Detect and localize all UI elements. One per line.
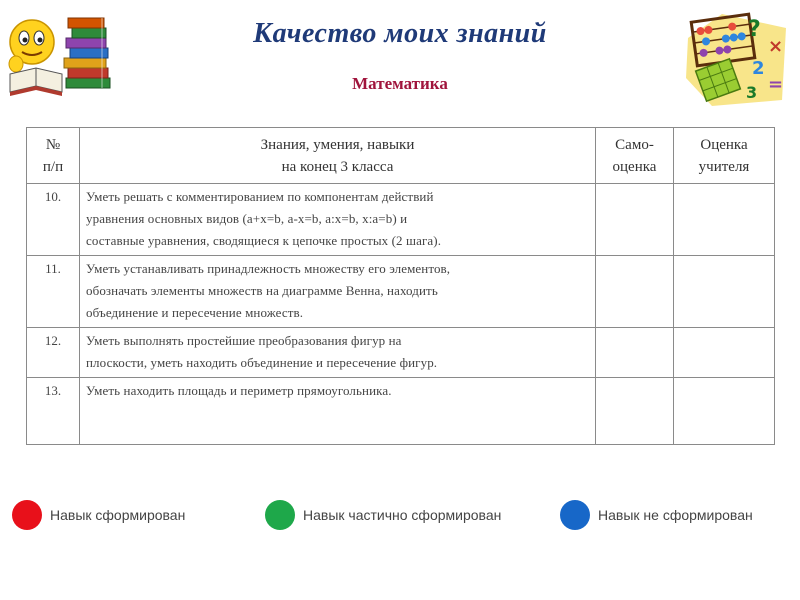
- svg-text:3: 3: [746, 83, 758, 102]
- header-teacher-grade: Оценка учителя: [674, 128, 775, 184]
- table-row: [27, 378, 775, 445]
- red-circle-icon: [12, 500, 42, 530]
- table-row: [27, 184, 775, 256]
- row-number: 10.: [27, 184, 80, 256]
- subject-title: Математика: [352, 74, 448, 93]
- legend-formed: [12, 500, 185, 530]
- skill-description: Уметь находить площадь и периметр прямоугольника.: [80, 378, 596, 445]
- skill-description: Уметь выполнять простейшие преобразования фигур на плоскости, уметь находить объединение и пересечение фигур.: [80, 328, 596, 378]
- legend-label: Навык не сформирован: [598, 507, 753, 523]
- skills-table: [26, 127, 775, 445]
- table-header-row: [27, 128, 775, 184]
- legend-not-formed: [560, 500, 753, 530]
- teacher-grade-cell[interactable]: [674, 184, 775, 256]
- header-self-assessment: Само- оценка: [596, 128, 674, 184]
- header-skills: Знания, умения, навыки на конец 3 класса: [80, 128, 596, 184]
- header-number: № п/п: [27, 128, 80, 184]
- self-assessment-cell[interactable]: [596, 256, 674, 328]
- self-assessment-cell[interactable]: [596, 184, 674, 256]
- skill-description: Уметь устанавливать принадлежность множеству его элементов, обозначать элементы множеств на диаграмме Венна, находить объединение и пересечение множеств.: [80, 256, 596, 328]
- legend-label: Навык частично сформирован: [303, 507, 502, 523]
- table-row: [27, 328, 775, 378]
- table-row: [27, 256, 775, 328]
- self-assessment-cell[interactable]: [596, 378, 674, 445]
- teacher-grade-cell[interactable]: [674, 256, 775, 328]
- row-number: 12.: [27, 328, 80, 378]
- svg-text:2: 2: [752, 58, 765, 79]
- green-circle-icon: [265, 500, 295, 530]
- row-number: 11.: [27, 256, 80, 328]
- svg-text:×: ×: [768, 36, 784, 57]
- row-number: 13.: [27, 378, 80, 445]
- teacher-grade-cell[interactable]: [674, 378, 775, 445]
- svg-text:?: ?: [748, 17, 761, 42]
- skill-description: Уметь решать с комментированием по компонентам действий уравнения основных видов (а+х=b, а-х=b, а:х=b, х:а=b) и составные уравнения, сводящиеся к цепочке простых (2 шага).: [80, 184, 596, 256]
- legend-partially-formed: [265, 500, 501, 530]
- svg-text:=: =: [768, 74, 784, 95]
- blue-circle-icon: [560, 500, 590, 530]
- legend-label: Навык сформирован: [50, 507, 186, 523]
- teacher-grade-cell[interactable]: [674, 328, 775, 378]
- page-title: Качество моих знаний: [253, 18, 547, 49]
- self-assessment-cell[interactable]: [596, 328, 674, 378]
